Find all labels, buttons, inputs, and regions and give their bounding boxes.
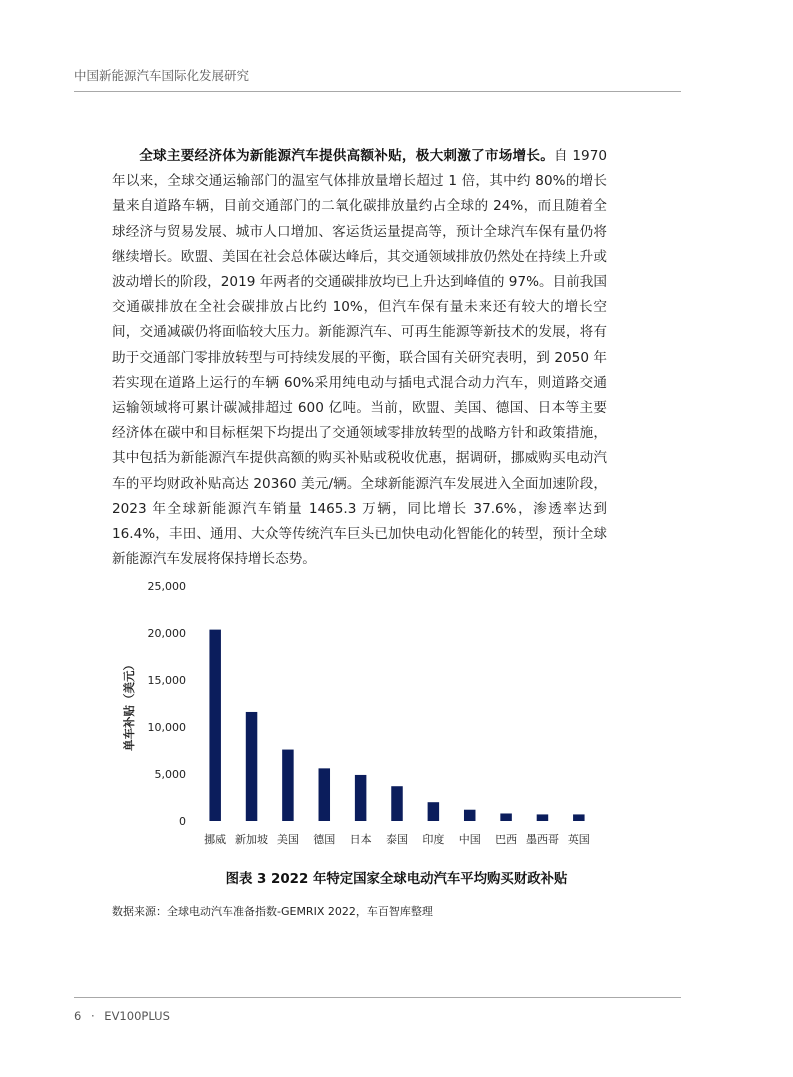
x-tick-label: 新加坡: [235, 833, 269, 846]
y-axis-label: 单车补贴（美元）: [122, 659, 136, 751]
x-tick-label: 日本: [349, 833, 372, 846]
x-tick-label: 美国: [276, 833, 299, 846]
bar: [209, 630, 221, 821]
x-tick-label: 印度: [422, 833, 445, 846]
bar: [573, 814, 585, 821]
y-tick-label: 20,000: [147, 627, 186, 640]
bar: [464, 810, 476, 821]
subsidy-bar-chart: [0, 570, 793, 860]
x-tick-label: 英国: [567, 833, 590, 846]
x-tick-label: 挪威: [204, 833, 227, 846]
footer-separator: ·: [90, 1009, 95, 1023]
x-tick-label: 墨西哥: [525, 833, 559, 846]
bar: [500, 813, 512, 821]
bar: [391, 786, 403, 821]
paragraph-text: 自 1970 年以来，全球交通运输部门的温室气体排放量增长超过 1 倍，其中约 80%的增长量来自道路车辆，目前交通部门的二氧化碳排放量约占全球的 24%，而且随着全球经济与贸易发展、城市人口增加、客运货运量提高等，预计全球汽车保有量仍将继续增长。欧盟、美国在社会总体碳达峰后，其交通领域排放仍然处在持续上升或波动增长的阶段，2019 年两者的交通碳排放均已上升达到峰值的 97%。目前我国交通碳排放在全社会碳排放占比约 10%，但汽车保有量未来还有较大的增长空间，交通减碳仍将面临较大压力。新能源汽车、可再生能源等新技术的发展，将有助于交通部门零排放转型与可持续发展的平衡，联合国有关研究表明，到 2050 年若实现在道路上运行的车辆 60%采用纯电动与插电式混合动力汽车，则道路交通运输领域将可累计碳减排超过 600 亿吨。当前，欧盟、美国、德国、日本等主要经济体在碳中和目标框架下均提出了交通领域零排放转型的战略方针和政策措施，其中包括为新能源汽车提供高额的购买补贴或税收优惠，据调研，挪威购买电动汽车的平均财政补贴高达 20360 美元/辆。全球新能源汽车发展进入全面加速阶段，2023 年全球新能源汽车销量 1465.3 万辆，同比增长 37.6%，渗透率达到 16.4%，丰田、通用、大众等传统汽车巨头已加快电动化智能化的转型，预计全球新能源汽车发展将保持增长态势。: [112, 148, 608, 568]
y-tick-label: 0: [179, 815, 186, 828]
y-tick-label: 15,000: [147, 674, 186, 687]
y-axis: [148, 580, 187, 828]
page-footer: [74, 1009, 176, 1023]
bar: [282, 750, 294, 821]
x-tick-label: 泰国: [386, 833, 408, 846]
footer-brand: EV100PLUS: [104, 1009, 170, 1023]
bar: [355, 775, 367, 821]
body-paragraph: [112, 144, 607, 572]
chart-caption: 图表 3 2022 年特定国家全球电动汽车平均购买财政补贴: [225, 872, 568, 887]
bar: [537, 814, 549, 821]
y-tick-label: 25,000: [147, 580, 186, 593]
bar: [319, 768, 331, 821]
bar: [428, 802, 440, 821]
x-tick-label: 巴西: [495, 833, 518, 846]
x-tick-label: 中国: [458, 833, 481, 846]
data-source: 数据来源：全球电动汽车准备指数-GEMRIX 2022，车百智库整理: [112, 905, 433, 918]
header-title: 中国新能源汽车国际化发展研究: [74, 68, 250, 83]
bar: [246, 712, 258, 821]
paragraph-lead: 全球主要经济体为新能源汽车提供高额补贴，极大刺激了市场增长。: [139, 148, 555, 164]
header-divider: [74, 91, 681, 92]
x-tick-label: 德国: [313, 833, 336, 846]
bars-group: [209, 630, 584, 821]
x-axis: [204, 832, 590, 846]
y-tick-label: 10,000: [147, 721, 186, 734]
y-tick-label: 5,000: [154, 768, 186, 781]
footer-divider: [74, 997, 681, 998]
page-number: 6: [74, 1009, 82, 1023]
